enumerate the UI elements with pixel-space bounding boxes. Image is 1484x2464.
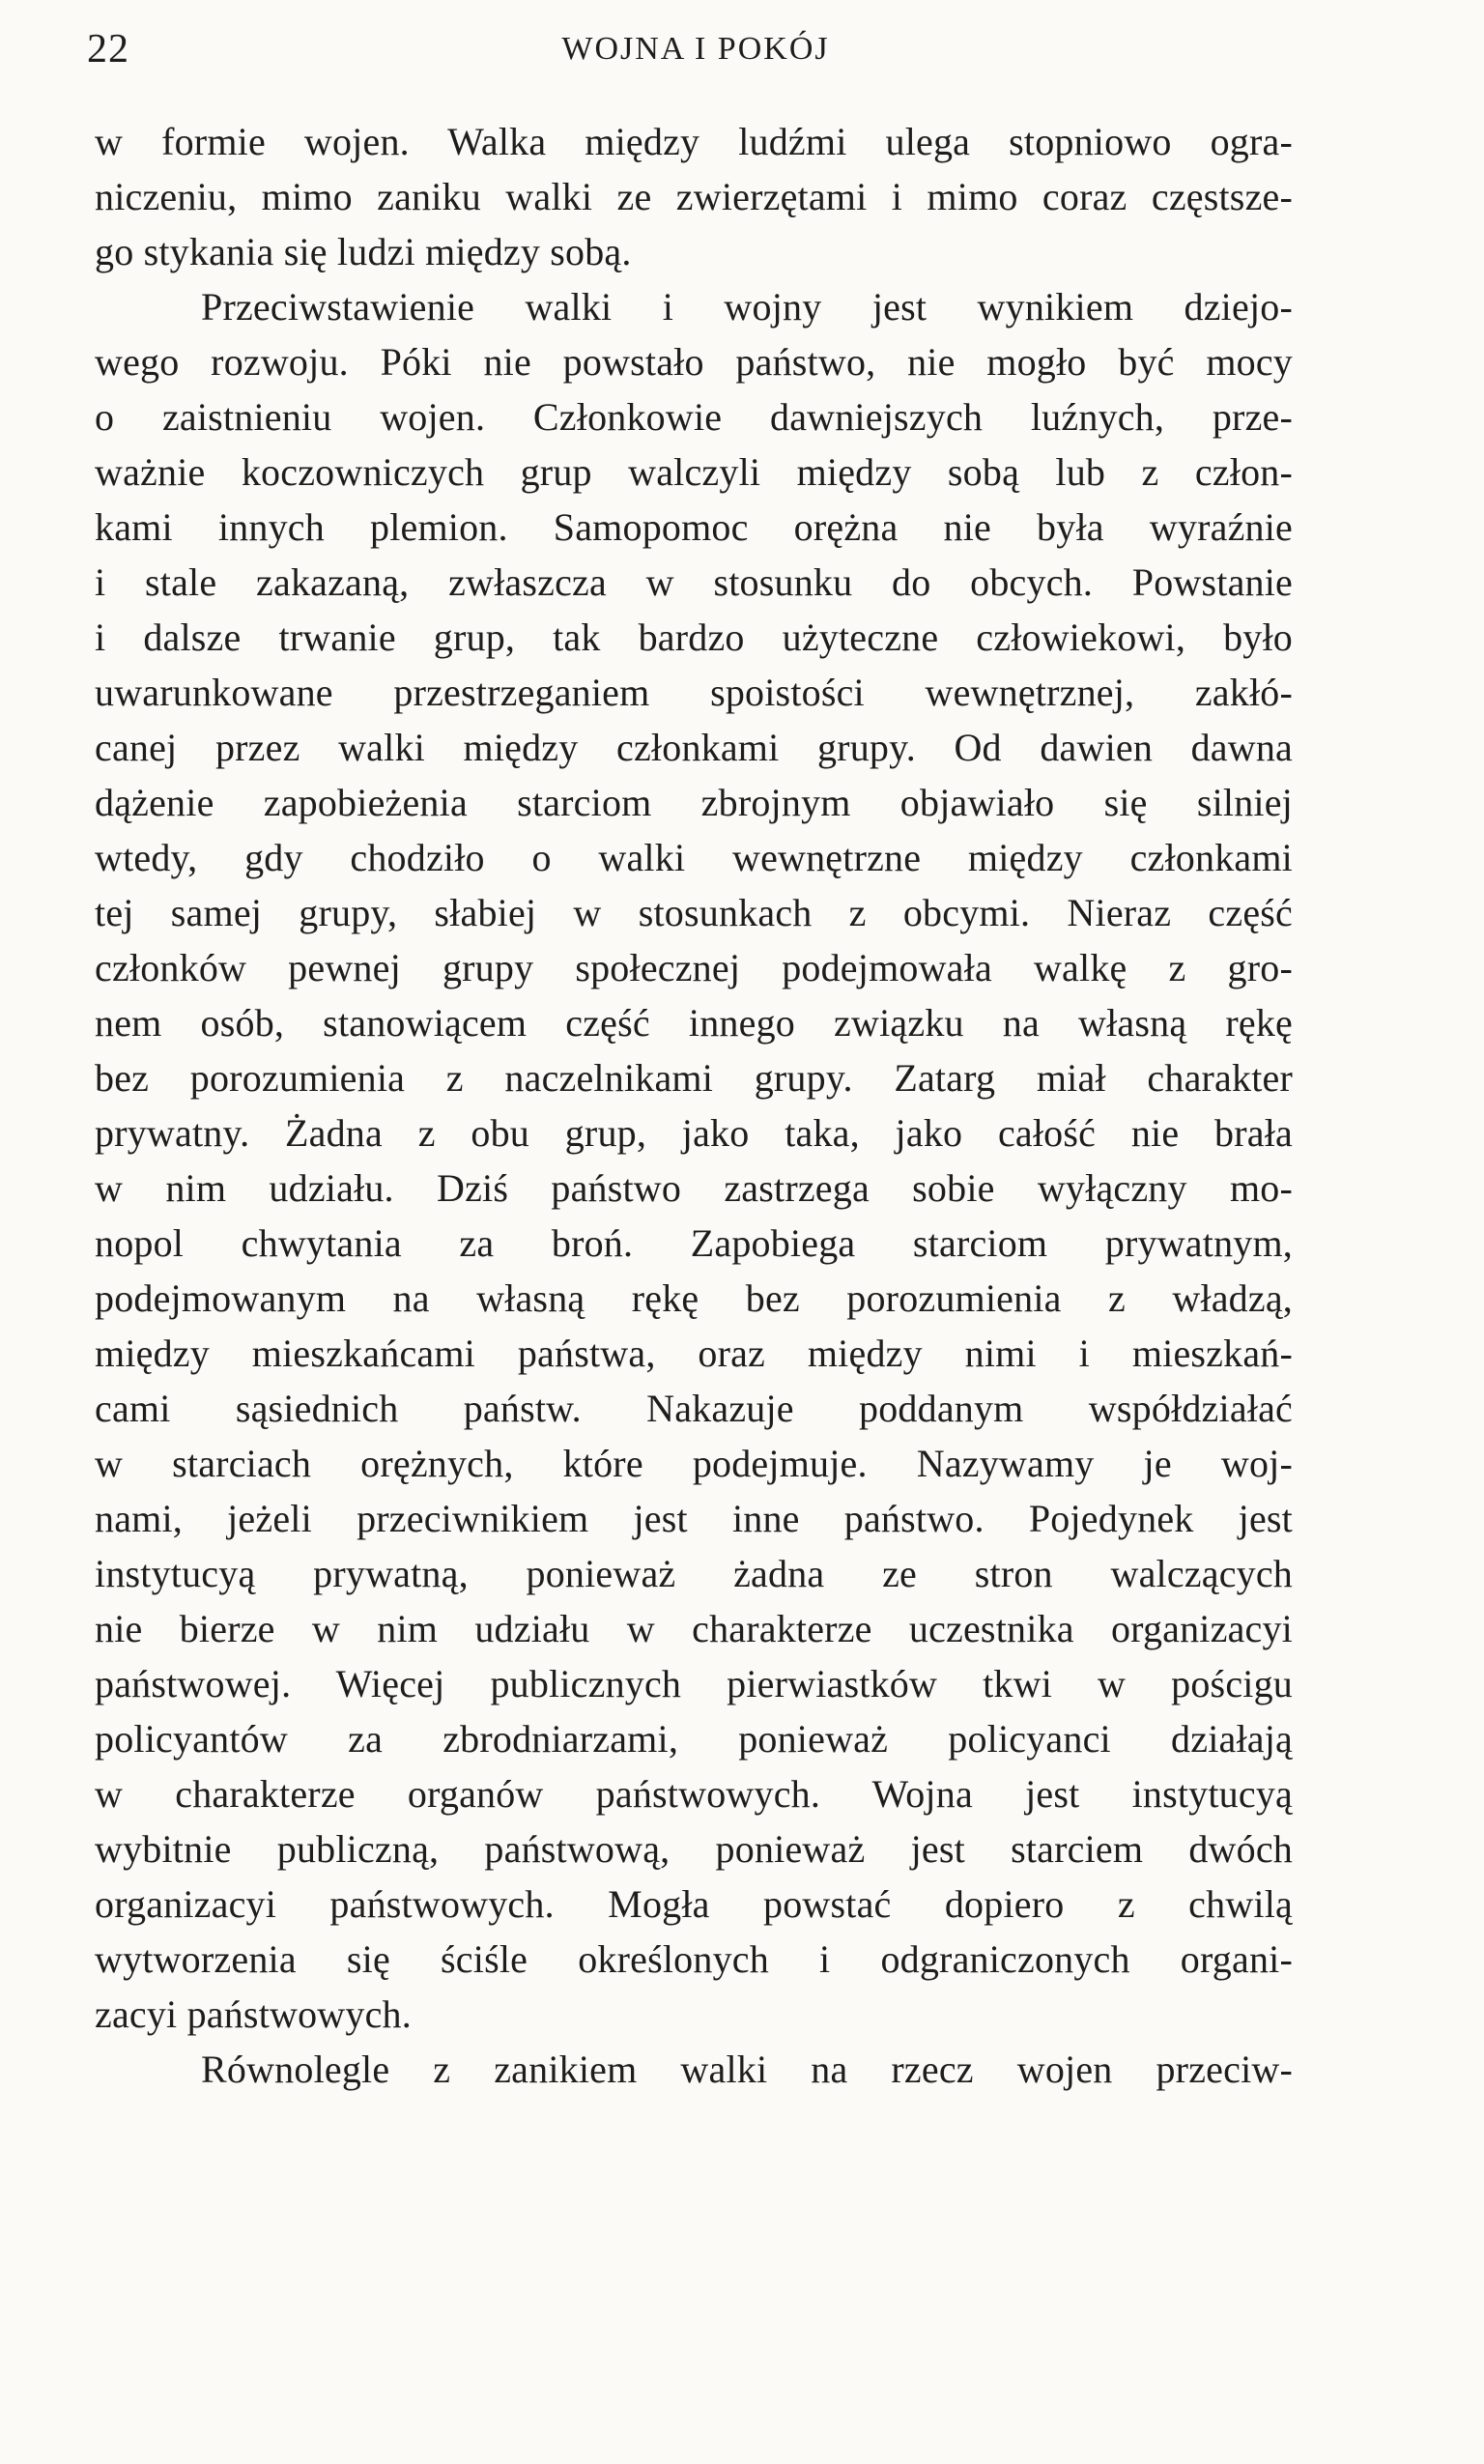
text-line-7: ważnie koczowniczych grup walczyli między sobą lub z człon- <box>95 450 1293 494</box>
text-line-34: wytworzenia się ściśle określonych i odgraniczonych organi- <box>95 1937 1293 1981</box>
text-line-17: nem osób, stanowiącem część innego związku na własną rękę <box>95 1001 1293 1045</box>
text-line-2: niczeniu, mimo zaniku walki ze zwierzętami i mimo coraz częstsze- <box>95 175 1293 218</box>
running-title: WOJNA I POKÓJ <box>561 31 830 67</box>
text-line-9: i stale zakazaną, zwłaszcza w stosunku do obcych. Powstanie <box>95 560 1293 604</box>
text-line-28: nie bierze w nim udziału w charakterze uczestnika organizacyi <box>95 1607 1293 1650</box>
text-line-19: prywatny. Żadna z obu grup, jako taka, jako całość nie brała <box>95 1111 1293 1155</box>
text-line-16: członków pewnej grupy społecznej podejmowała walkę z gro- <box>95 946 1293 989</box>
text-line-5: wego rozwoju. Póki nie powstało państwo, nie mogło być mocy <box>95 340 1293 384</box>
text-line-27: instytucyą prywatną, ponieważ żadna ze stron walczących <box>95 1552 1293 1595</box>
text-line-1: w formie wojen. Walka między ludźmi ulega stopniowo ogra- <box>95 120 1293 163</box>
text-line-32: wybitnie publiczną, państwową, ponieważ jest starciem dwóch <box>95 1827 1293 1871</box>
text-line-13: dążenie zapobieżenia starciom zbrojnym objawiało się silniej <box>95 781 1293 824</box>
text-line-29: państwowej. Więcej publicznych pierwiastków tkwi w pościgu <box>95 1662 1293 1705</box>
text-line-23: między mieszkańcami państwa, oraz między nimi i mieszkań- <box>95 1332 1293 1375</box>
text-line-33: organizacyi państwowych. Mogła powstać dopiero z chwilą <box>95 1882 1293 1926</box>
text-line-26: nami, jeżeli przeciwnikiem jest inne państwo. Pojedynek jest <box>95 1497 1293 1540</box>
text-line-3: go stykania się ludzi między sobą. <box>95 230 632 273</box>
page-header <box>87 25 1304 73</box>
text-line-22: podejmowanym na własną rękę bez porozumienia z władzą, <box>95 1276 1293 1320</box>
text-line-18: bez porozumienia z naczelnikami grupy. Zatarg miał charakter <box>95 1056 1293 1100</box>
text-line-11: uwarunkowane przestrzeganiem spoistości wewnętrznej, zakłó- <box>95 671 1293 714</box>
text-line-30: policyantów za zbrodniarzami, ponieważ policyanci działają <box>95 1717 1293 1761</box>
text-line-21: nopol chwytania za broń. Zapobiega starciom prywatnym, <box>95 1221 1293 1265</box>
text-line-14: wtedy, gdy chodziło o walki wewnętrzne między członkami <box>95 836 1293 879</box>
text-line-15: tej samej grupy, słabiej w stosunkach z obcymi. Nieraz część <box>95 891 1293 934</box>
text-line-36: Równolegle z zanikiem walki na rzecz wojen przeciw- <box>201 2048 1293 2091</box>
text-line-10: i dalsze trwanie grup, tak bardzo użyteczne człowiekowi, było <box>95 616 1293 659</box>
text-line-4: Przeciwstawienie walki i wojny jest wynikiem dziejo- <box>201 285 1293 329</box>
text-line-31: w charakterze organów państwowych. Wojna jest instytucyą <box>95 1772 1293 1816</box>
page-number: 22 <box>87 27 129 72</box>
text-line-20: w nim udziału. Dziś państwo zastrzega sobie wyłączny mo- <box>95 1166 1293 1210</box>
text-line-6: o zaistnieniu wojen. Członkowie dawniejszych luźnych, prze- <box>95 395 1293 439</box>
text-line-12: canej przez walki między członkami grupy. Od dawien dawna <box>95 726 1293 769</box>
body-text <box>95 114 1293 2097</box>
text-line-24: cami sąsiednich państw. Nakazuje poddanym współdziałać <box>95 1387 1293 1430</box>
text-line-25: w starciach orężnych, które podejmuje. Nazywamy je woj- <box>95 1442 1293 1485</box>
text-line-35: zacyi państwowych. <box>95 1992 412 2036</box>
text-line-8: kami innych plemion. Samopomoc orężna nie była wyraźnie <box>95 505 1293 549</box>
